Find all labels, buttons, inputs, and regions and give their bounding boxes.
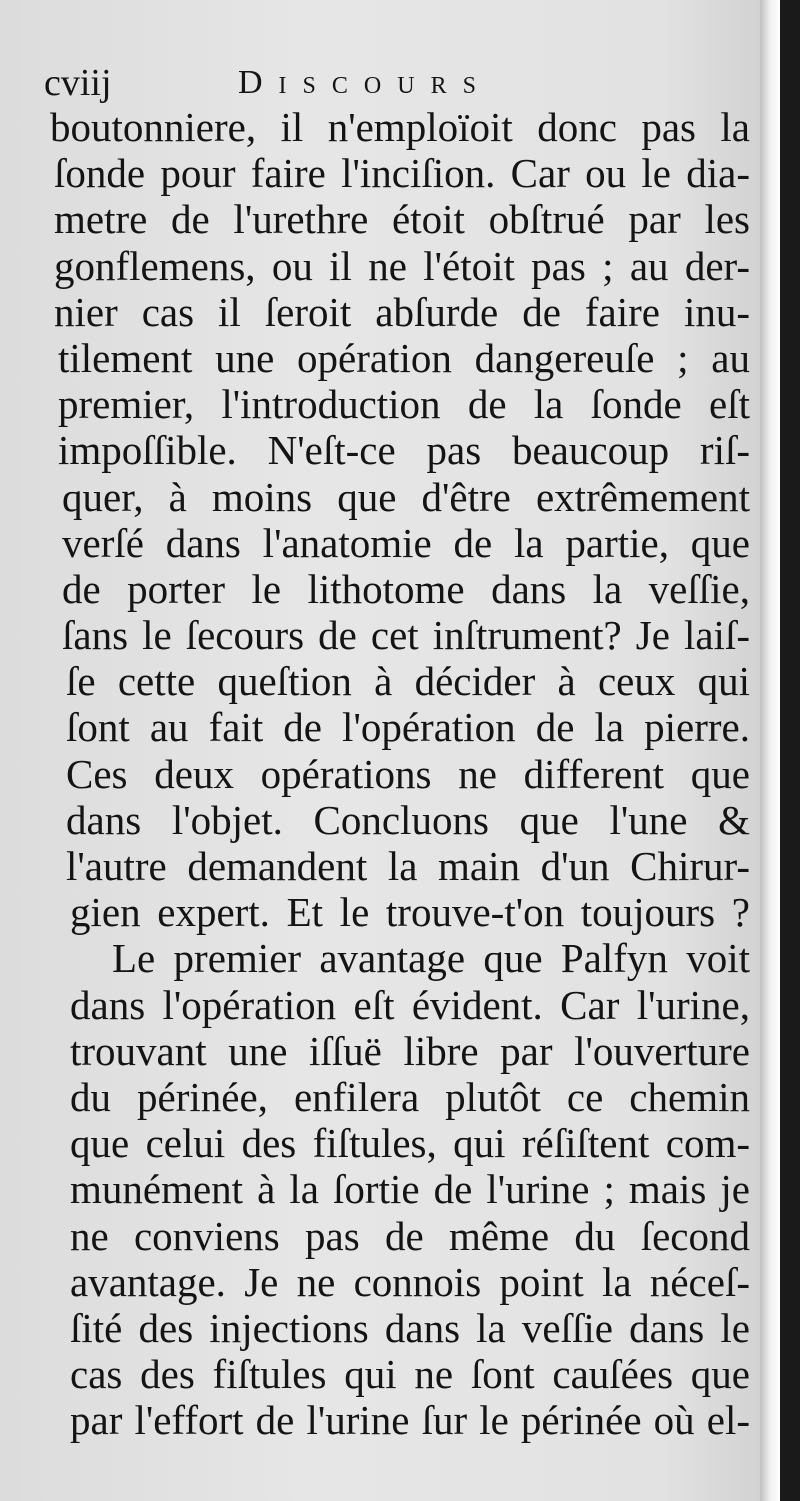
text-line: par l'effort de l'urine ſur le périnée où el- (70, 1397, 750, 1444)
body-text (50, 104, 750, 1443)
text-line: impoſſible. N'eſt-ce pas beaucoup riſ- (58, 427, 750, 474)
text-line: gien expert. Et le trouve-t'on toujours ? (70, 889, 750, 936)
text-line: dans l'opération eſt évident. Car l'urine, (70, 981, 750, 1028)
text-line: ne conviens pas de même du ſecond (70, 1212, 750, 1259)
text-line: gonflemens, ou il ne l'étoit pas ; au der- (54, 242, 750, 289)
text-line: que celui des fiſtules, qui réſiſtent com- (70, 1120, 750, 1167)
text-line: Ces deux opérations ne different que (66, 750, 750, 797)
text-line: verſé dans l'anatomie de la partie, que (62, 519, 750, 566)
text-line: trouvant une iſſuë libre par l'ouverture (70, 1027, 750, 1074)
text-line: ſonde pour faire l'inciſion. Car ou le dia- (54, 150, 750, 197)
text-line: boutonniere, il n'emploïoit donc pas la (50, 104, 750, 150)
page-number: cviij (44, 62, 112, 104)
text-line: ſité des injections dans la veſſie dans le (70, 1304, 750, 1351)
text-line: du périnée, enfilera plutôt ce chemin (70, 1073, 750, 1120)
text-line: quer, à moins que d'être extrêmement (62, 473, 750, 520)
text-line: cas des fiſtules qui ne ſont cauſées que (70, 1351, 750, 1398)
text-line: tilement une opération dangereuſe ; au (58, 334, 750, 381)
page-edge (760, 0, 780, 1501)
text-line: ſe cette queſtion à décider à ceux qui (66, 658, 750, 705)
text-line: avantage. Je ne connois point la néceſ- (70, 1258, 750, 1305)
text-line: Le premier avantage que Palfyn voit (112, 935, 750, 982)
text-line: ſont au fait de l'opération de la pierre. (66, 704, 750, 751)
text-line: ſans le ſecours de cet inſtrument? Je laiſ- (62, 612, 750, 659)
text-line: dans l'objet. Concluons que l'une & (66, 796, 750, 843)
text-line: de porter le lithotome dans la veſſie, (62, 565, 750, 612)
text-line: nier cas il ſeroit abſurde de faire inu- (54, 288, 750, 335)
text-line: l'autre demandent la main d'un Chirur- (66, 843, 750, 889)
text-line: munément à la ſortie de l'urine ; mais je (70, 1166, 750, 1213)
text-line: metre de l'urethre étoit obſtrué par les (54, 196, 750, 243)
text-line: premier, l'introduction de la ſonde eſt (58, 381, 750, 428)
running-title: Discours (238, 64, 492, 101)
